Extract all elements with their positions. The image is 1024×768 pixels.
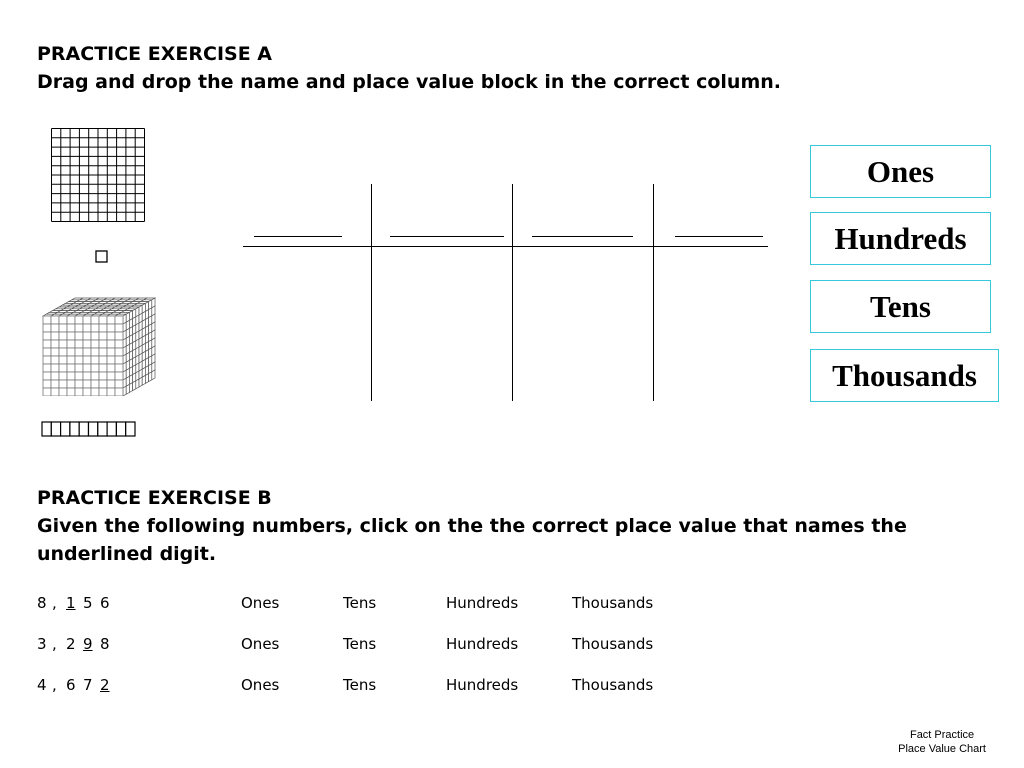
choice-ones[interactable]: Ones (241, 594, 280, 612)
footer-line-1: Fact Practice (909, 729, 975, 741)
exercise-b-heading (37, 484, 977, 568)
number-digit: 8 (100, 635, 110, 653)
number-digit: 8 (37, 594, 47, 612)
choice-hundreds[interactable]: Hundreds (446, 676, 519, 694)
column-blank-tens[interactable] (532, 236, 633, 237)
chart-divider (512, 184, 513, 401)
hundreds-flat-icon[interactable] (51, 128, 146, 222)
name-box-hundreds[interactable]: Hundreds (810, 212, 991, 265)
choice-tens[interactable]: Tens (343, 676, 377, 694)
unit-cube-icon[interactable] (95, 250, 108, 263)
number-digit: , (52, 594, 57, 612)
number-digit: 3 (37, 635, 47, 653)
number-digit: 2 (66, 635, 76, 653)
chart-divider (371, 184, 372, 401)
footer (898, 728, 986, 756)
exercise-b-title: PRACTICE EXERCISE B (37, 487, 272, 509)
choice-tens[interactable]: Tens (343, 594, 377, 612)
column-blank-thousands[interactable] (254, 236, 342, 237)
number-digit: 4 (37, 676, 47, 694)
name-box-tens[interactable]: Tens (810, 280, 991, 333)
choice-thousands[interactable]: Thousands (572, 635, 654, 653)
choice-thousands[interactable]: Thousands (572, 676, 654, 694)
column-blank-ones[interactable] (675, 236, 763, 237)
number-digit: 6 (100, 594, 110, 612)
choice-hundreds[interactable]: Hundreds (446, 594, 519, 612)
column-blank-hundreds[interactable] (390, 236, 504, 237)
underlined-digit: 1 (66, 594, 76, 612)
choice-tens[interactable]: Tens (343, 635, 377, 653)
chart-baseline (243, 246, 768, 247)
choice-ones[interactable]: Ones (241, 635, 280, 653)
tens-rod-icon[interactable] (41, 420, 137, 438)
footer-line-2: Place Value Chart (898, 743, 986, 755)
choice-ones[interactable]: Ones (241, 676, 280, 694)
exercise-a-title: PRACTICE EXERCISE A (37, 43, 273, 65)
choice-thousands[interactable]: Thousands (572, 594, 654, 612)
exercise-a-heading (37, 40, 781, 96)
underlined-digit: 9 (83, 635, 93, 653)
name-box-ones[interactable]: Ones (810, 145, 991, 198)
thousands-cube-icon[interactable] (40, 290, 158, 396)
number-digit: 7 (83, 676, 93, 694)
underlined-digit: 2 (100, 676, 110, 694)
exercise-b-instruction: Given the following numbers, click on the the correct place value that names the underlined digit. (37, 515, 907, 565)
number-digit: 5 (83, 594, 93, 612)
number-digit: 6 (66, 676, 76, 694)
number-digit: , (52, 676, 57, 694)
choice-hundreds[interactable]: Hundreds (446, 635, 519, 653)
chart-divider (653, 184, 654, 401)
name-box-thousands[interactable]: Thousands (810, 349, 999, 402)
number-digit: , (52, 635, 57, 653)
exercise-a-instruction: Drag and drop the name and place value block in the correct column. (37, 71, 781, 93)
